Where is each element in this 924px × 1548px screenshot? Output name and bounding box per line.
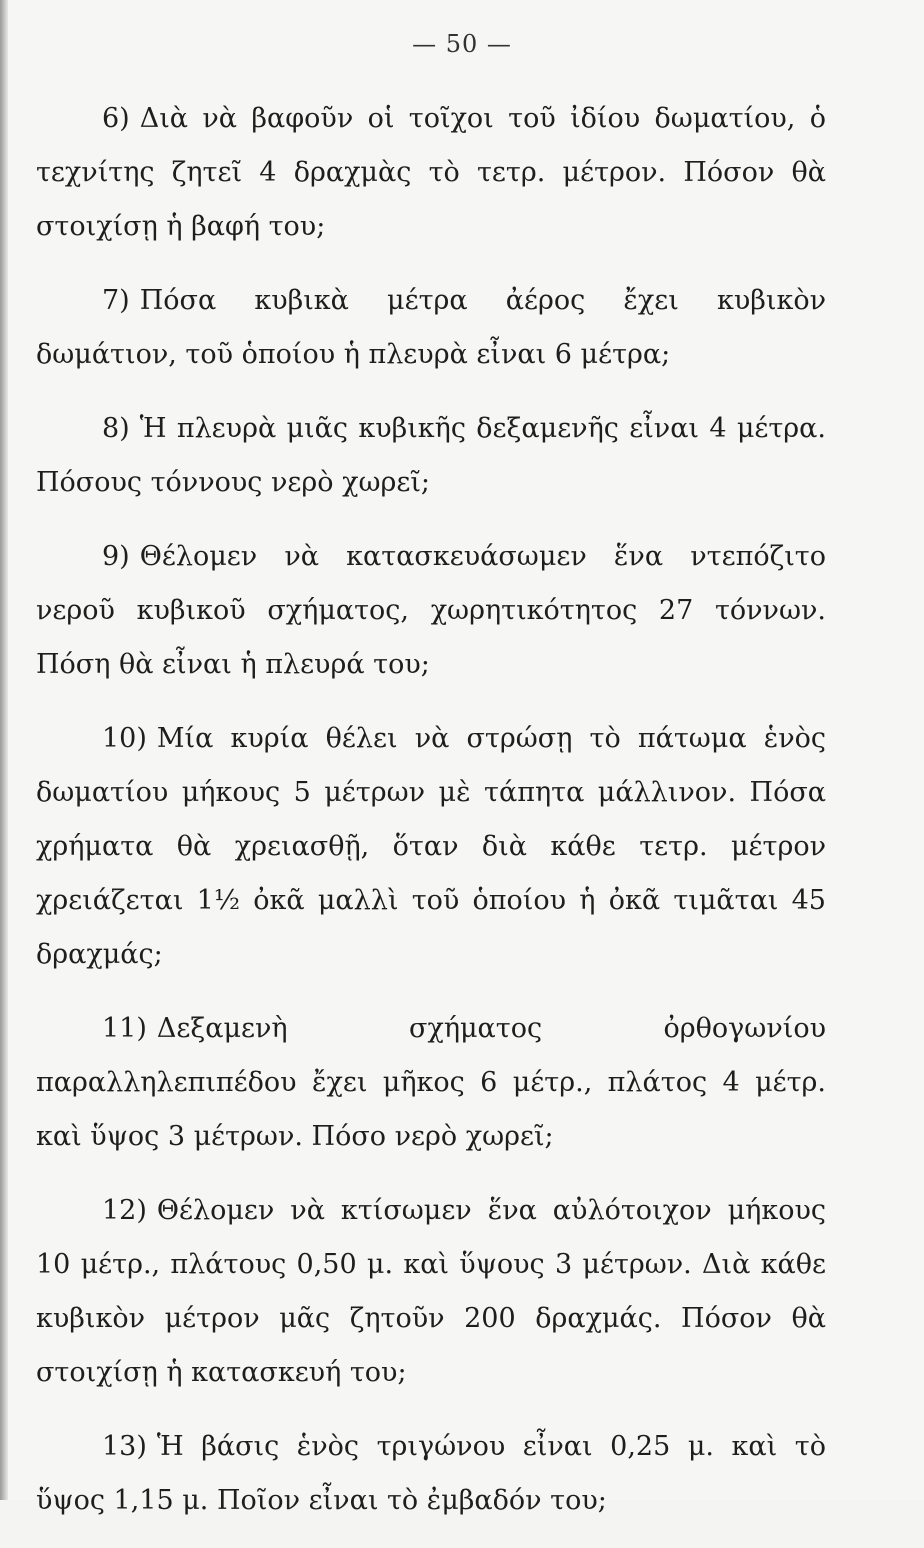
problem-10 xyxy=(36,712,826,982)
page-edge-shadow xyxy=(0,0,8,1500)
problem-number: 13) xyxy=(102,1431,147,1462)
problems-list xyxy=(36,92,826,1548)
problem-number: 6) xyxy=(102,103,130,134)
page-number: — 50 — xyxy=(412,30,512,58)
problem-text: Δεξαμενὴ σχήματος ὀρθογωνίου παραλληλεπιπέδου ἔχει μῆκος 6 μέτρ., πλάτος 4 μέτρ. καὶ ὕψος 3 μέτρων. Πόσο νερὸ χωρεῖ; xyxy=(36,1013,826,1152)
problem-7 xyxy=(36,274,826,382)
problem-number: 11) xyxy=(102,1013,147,1044)
problem-12 xyxy=(36,1184,826,1400)
problem-6 xyxy=(36,92,826,254)
problem-number: 10) xyxy=(102,723,147,754)
problem-13 xyxy=(36,1420,826,1528)
problem-11 xyxy=(36,1002,826,1164)
problem-8 xyxy=(36,402,826,510)
problem-number: 7) xyxy=(102,285,130,316)
problem-text: Πόσα κυβικὰ μέτρα ἀέρος ἔχει κυβικὸν δωμάτιον, τοῦ ὁποίου ἡ πλευρὰ εἶναι 6 μέτρα; xyxy=(36,285,826,370)
problem-text: Θέλομεν νὰ κατασκευάσωμεν ἕνα ντεπόζιτο νεροῦ κυβικοῦ σχήματος, χωρητικότητος 27 τόννων. Πόση θὰ εἶναι ἡ πλευρά του; xyxy=(36,541,826,680)
problem-text: Ἡ βάσις ἑνὸς τριγώνου εἶναι 0,25 μ. καὶ τὸ ὕψος 1,15 μ. Ποῖον εἶναι τὸ ἐμβαδόν του; xyxy=(36,1431,826,1516)
problem-number: 9) xyxy=(102,541,130,572)
problem-number: 8) xyxy=(102,413,130,444)
problem-9 xyxy=(36,530,826,692)
problem-text: Μία κυρία θέλει νὰ στρώσῃ τὸ πάτωμα ἑνὸς δωματίου μήκους 5 μέτρων μὲ τάπητα μάλλινον. Πόσα χρήματα θὰ χρειασθῇ, ὅταν διὰ κάθε τετρ. μέτρον χρειάζεται 1½ ὀκᾶ μαλλὶ τοῦ ὁποίου ἡ ὀκᾶ τιμᾶται 45 δραχμάς; xyxy=(36,723,826,970)
problem-text: Ἡ πλευρὰ μιᾶς κυβικῆς δεξαμενῆς εἶναι 4 μέτρα. Πόσους τόννους νερὸ χωρεῖ; xyxy=(36,413,826,498)
problem-text: Θέλομεν νὰ κτίσωμεν ἕνα αὐλότοιχον μήκους 10 μέτρ., πλάτους 0,50 μ. καὶ ὕψους 3 μέτρων. Διὰ κάθε κυβικὸν μέτρον μᾶς ζητοῦν 200 δραχμάς. Πόσον θὰ στοιχίσῃ ἡ κατασκευή του; xyxy=(36,1195,826,1388)
problem-text: Διὰ νὰ βαφοῦν οἱ τοῖχοι τοῦ ἰδίου δωματίου, ὁ τεχνίτης ζητεῖ 4 δραχμὰς τὸ τετρ. μέτρον. Πόσον θὰ στοιχίσῃ ἡ βαφή του; xyxy=(36,103,826,242)
problem-number: 12) xyxy=(102,1195,147,1226)
